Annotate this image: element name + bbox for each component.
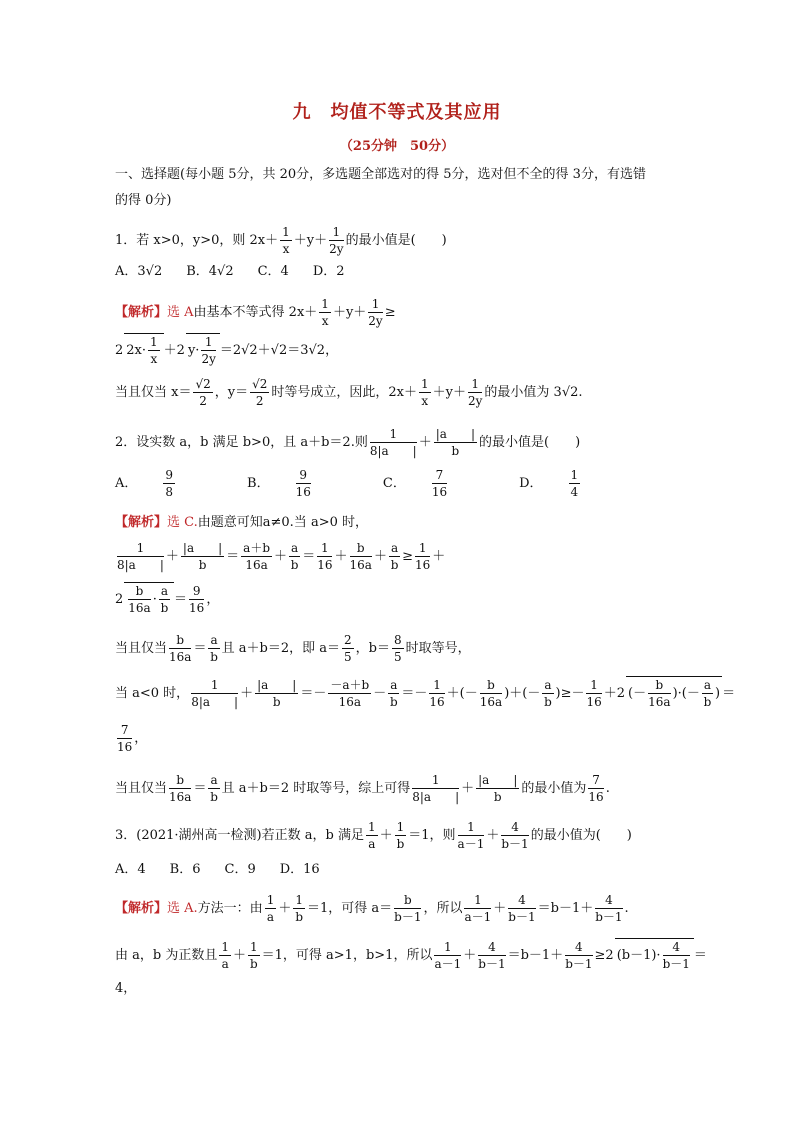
question-2-solution-line3: 2 $\frac{b}{16a}$ · $\frac{a}{b}$ ＝ $\frac{9}{16}$ ， xyxy=(115,584,220,615)
question-2-solution-line2: $\frac{1}{8|a |}$ ＋ $\frac{|a |}{b}$ ＝ $\frac{a+b}{16a}$ ＋ $\frac{a}{b}$ ＝ $\frac{1}{16}$ ＋ $\frac{b}{16a}$ ＋ $\frac{a}{b}$ ≥ $\frac{1}{16}$ ＋ xyxy=(117,541,446,572)
question-3-stem: 3．(2021·湖州高一检测)若正数 a，b 满足 $\frac{1}{a}$ ＋ $\frac{1}{b}$ ＝1，则 $\frac{1}{a-1}$ ＋ $\frac{4}{b-1}$ 的最小值为( ) xyxy=(115,820,632,851)
question-2-solution-line1: 【解析】选 C.由题意可知a≠0.当 a>0 时， xyxy=(115,515,368,530)
option-a: A．4 xyxy=(115,862,146,877)
question-3-solution-line3: 4， xyxy=(115,981,137,996)
answer-pick: 选 A xyxy=(167,305,194,320)
option-c: C．9 xyxy=(224,862,256,877)
question-2-stem: 2．设实数 a，b 满足 b>0，且 a＋b＝2.则 $\frac{1}{8|a |}$ ＋ $\frac{|a |}{b}$ 的最小值是( ) xyxy=(115,427,581,458)
question-1-stem: 1．若 x>0，y>0，则 2x＋ $\frac{1}{x}$ ＋y＋ $\frac{1}{2y}$ 的最小值是( ) xyxy=(115,225,447,256)
analysis-tag: 【解析】 xyxy=(115,901,168,916)
page-title: 九 均值不等式及其应用 xyxy=(292,102,502,123)
question-1-options xyxy=(115,260,369,279)
option-b: B． $\frac{9}{16}$ xyxy=(247,468,311,499)
section-heading-line2: 的得 0分) xyxy=(115,193,172,208)
option-b: B．4√2 xyxy=(186,264,234,279)
question-2-solution-line4: 当且仅当 $\frac{b}{16a}$ ＝ $\frac{a}{b}$ 且 a＋b＝2，即 a＝ $\frac{2}{5}$ ，b＝ $\frac{8}{5}$ 时取等号， xyxy=(115,633,471,664)
question-2-options xyxy=(115,467,652,500)
question-1-solution-line2: 2 2x· $\frac{1}{x}$ ＋2 y· $\frac{1}{2y}$ ＝2√2＋√2＝3√2， xyxy=(115,335,339,366)
time-score-note: （25分钟 50分） xyxy=(339,139,455,154)
option-a: A． $\frac{9}{8}$ xyxy=(115,468,174,499)
option-a: A．3√2 xyxy=(115,264,163,279)
question-3-options xyxy=(115,858,344,877)
option-b: B．6 xyxy=(169,862,201,877)
question-3-solution-line2: 由 a，b 为正数且 $\frac{1}{a}$ ＋ $\frac{1}{b}$ ＝1，可得 a>1，b>1，所以 $\frac{1}{a-1}$ ＋ $\frac{4}{b-1}$ ＝b－1＋ $\frac{4}{b-1}$ ≥2 (b－1)· $\frac{4}{b-1}$ ＝ xyxy=(115,940,707,971)
analysis-tag: 【解析】 xyxy=(115,305,168,320)
answer-pick: 选 C. xyxy=(167,515,198,530)
answer-pick: 选 A. xyxy=(167,901,198,916)
option-d: D．16 xyxy=(279,862,320,877)
question-2-solution-line6: $\frac{7}{16}$ ， xyxy=(117,723,148,754)
section-heading-line1: 一、选择题(每小题 5分，共 20分，多选题全部选对的得 5分，选对但不全的得 3分，有选错 xyxy=(115,167,646,182)
option-c: C．4 xyxy=(257,264,289,279)
question-3-solution-line1: 【解析】选 A.方法一：由 $\frac{1}{a}$ ＋ $\frac{1}{b}$ ＝1，可得 a＝ $\frac{b}{b-1}$ ，所以 $\frac{1}{a-1}$ ＋ $\frac{4}{b-1}$ ＝b－1＋ $\frac{4}{b-1}$ . xyxy=(115,893,629,924)
question-1-solution-line1: 【解析】选 A由基本不等式得 2x＋ $\frac{1}{x}$ ＋y＋ $\frac{1}{2y}$ ≥ xyxy=(115,297,396,328)
option-d: D． $\frac{1}{4}$ xyxy=(519,468,579,499)
option-d: D．2 xyxy=(312,264,345,279)
question-2-solution-line7: 当且仅当 $\frac{b}{16a}$ ＝ $\frac{a}{b}$ 且 a＋b＝2 时取等号，综上可得 $\frac{1}{8|a |}$ ＋ $\frac{|a |}{b}$ 的最小值为 $\frac{7}{16}$ . xyxy=(115,773,610,804)
question-1-solution-line3: 当且仅当 x＝ $\frac{√2}{2}$ ，y＝ $\frac{√2}{2}$ 时等号成立，因此，2x＋ $\frac{1}{x}$ ＋y＋ $\frac{1}{2y}$ 的最小值为 3√2. xyxy=(115,377,583,408)
question-2-solution-line5: 当 a<0 时， $\frac{1}{8|a |}$ ＋ $\frac{|a |}{b}$ ＝－ $\frac{-a+b}{16a}$ － $\frac{a}{b}$ ＝－ $\frac{1}{16}$ ＋(－ $\frac{b}{16a}$ )＋(－ $\frac{a}{b}$ )≥－ $\frac{1}{16}$ ＋2 (－ $\frac{b}{16a}$ )·(－ $\frac{a}{b}$ ) ＝ xyxy=(115,678,736,709)
option-c: C． $\frac{7}{16}$ xyxy=(382,468,448,499)
analysis-tag: 【解析】 xyxy=(115,515,168,530)
